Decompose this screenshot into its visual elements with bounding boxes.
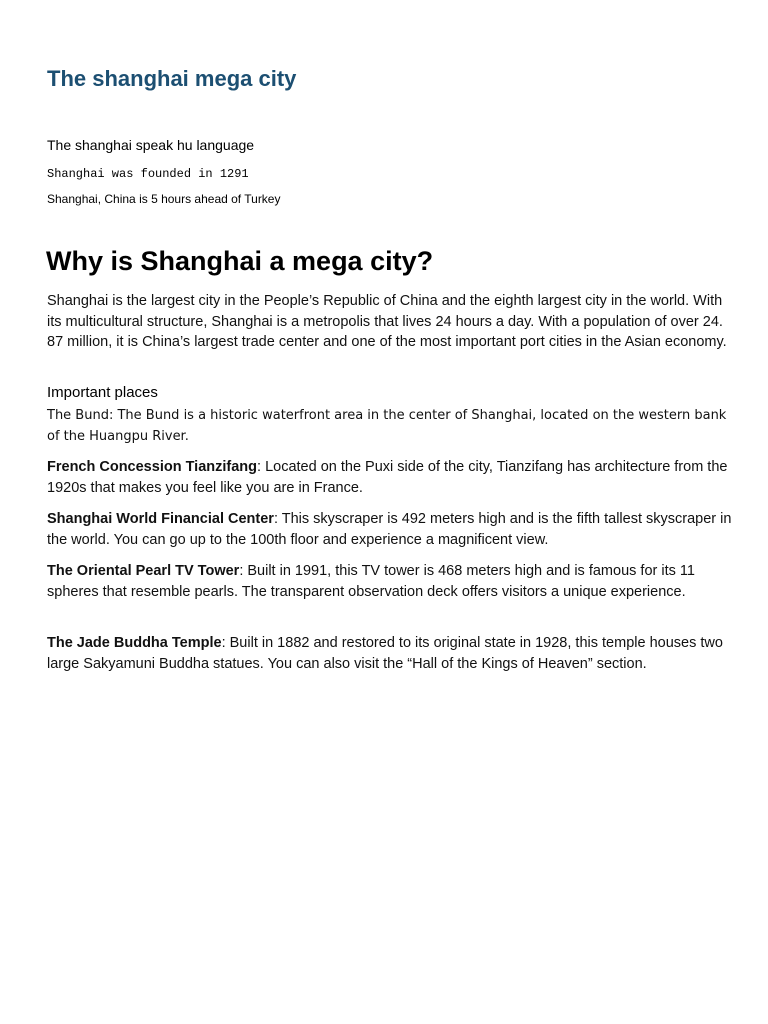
place-name: Shanghai World Financial Center <box>47 511 274 527</box>
place-description: : Built in 1882 and restored to its original state in 1928, this temple houses two large Sakyamuni Buddha statues. You can also visit the “Hall of the Kings of Heaven” section. <box>47 635 723 672</box>
place-description: : Built in 1991, this TV tower is 468 meters high and is famous for its 11 spheres that resemble pearls. The transparent observation deck offers visitors a unique experience. <box>47 563 695 600</box>
place-jade-buddha-temple <box>47 633 737 674</box>
place-world-financial-center <box>47 509 737 550</box>
important-places-label: Important places <box>47 384 158 401</box>
place-name: The Jade Buddha Temple <box>47 635 222 651</box>
place-the-bund: The Bund: The Bund is a historic waterfront area in the center of Shanghai, located on the western bank of the Huangpu River. <box>47 408 727 444</box>
place-name: French Concession Tianzifang <box>47 459 258 475</box>
place-description: : This skyscraper is 492 meters high and is the fifth tallest skyscraper in the world. You can go up to the 100th floor and experience a magnificent view. <box>47 511 732 548</box>
fact-language: The shanghai speak hu language <box>47 137 255 153</box>
fact-timezone: Shanghai, China is 5 hours ahead of Turkey <box>47 192 281 206</box>
place-french-concession <box>47 457 737 498</box>
section-heading: Why is Shanghai a mega city? <box>46 246 434 276</box>
place-description: : Located on the Puxi side of the city, Tianzifang has architecture from the 1920s that makes you feel like you are in France. <box>47 459 728 496</box>
intro-paragraph: Shanghai is the largest city in the People’s Republic of China and the eighth largest city in the world. With its multicultural structure, Shanghai is a metropolis that lives 24 hours a day. With a population of over 24. 87 million, it is China’s largest trade center and one of the most important port cities in the Asian economy. <box>47 293 727 350</box>
place-oriental-pearl-tower <box>47 561 737 602</box>
place-name: The Oriental Pearl TV Tower <box>47 563 240 579</box>
fact-founded: Shanghai was founded in 1291 <box>47 167 249 181</box>
page-title: The shanghai mega city <box>47 66 297 91</box>
